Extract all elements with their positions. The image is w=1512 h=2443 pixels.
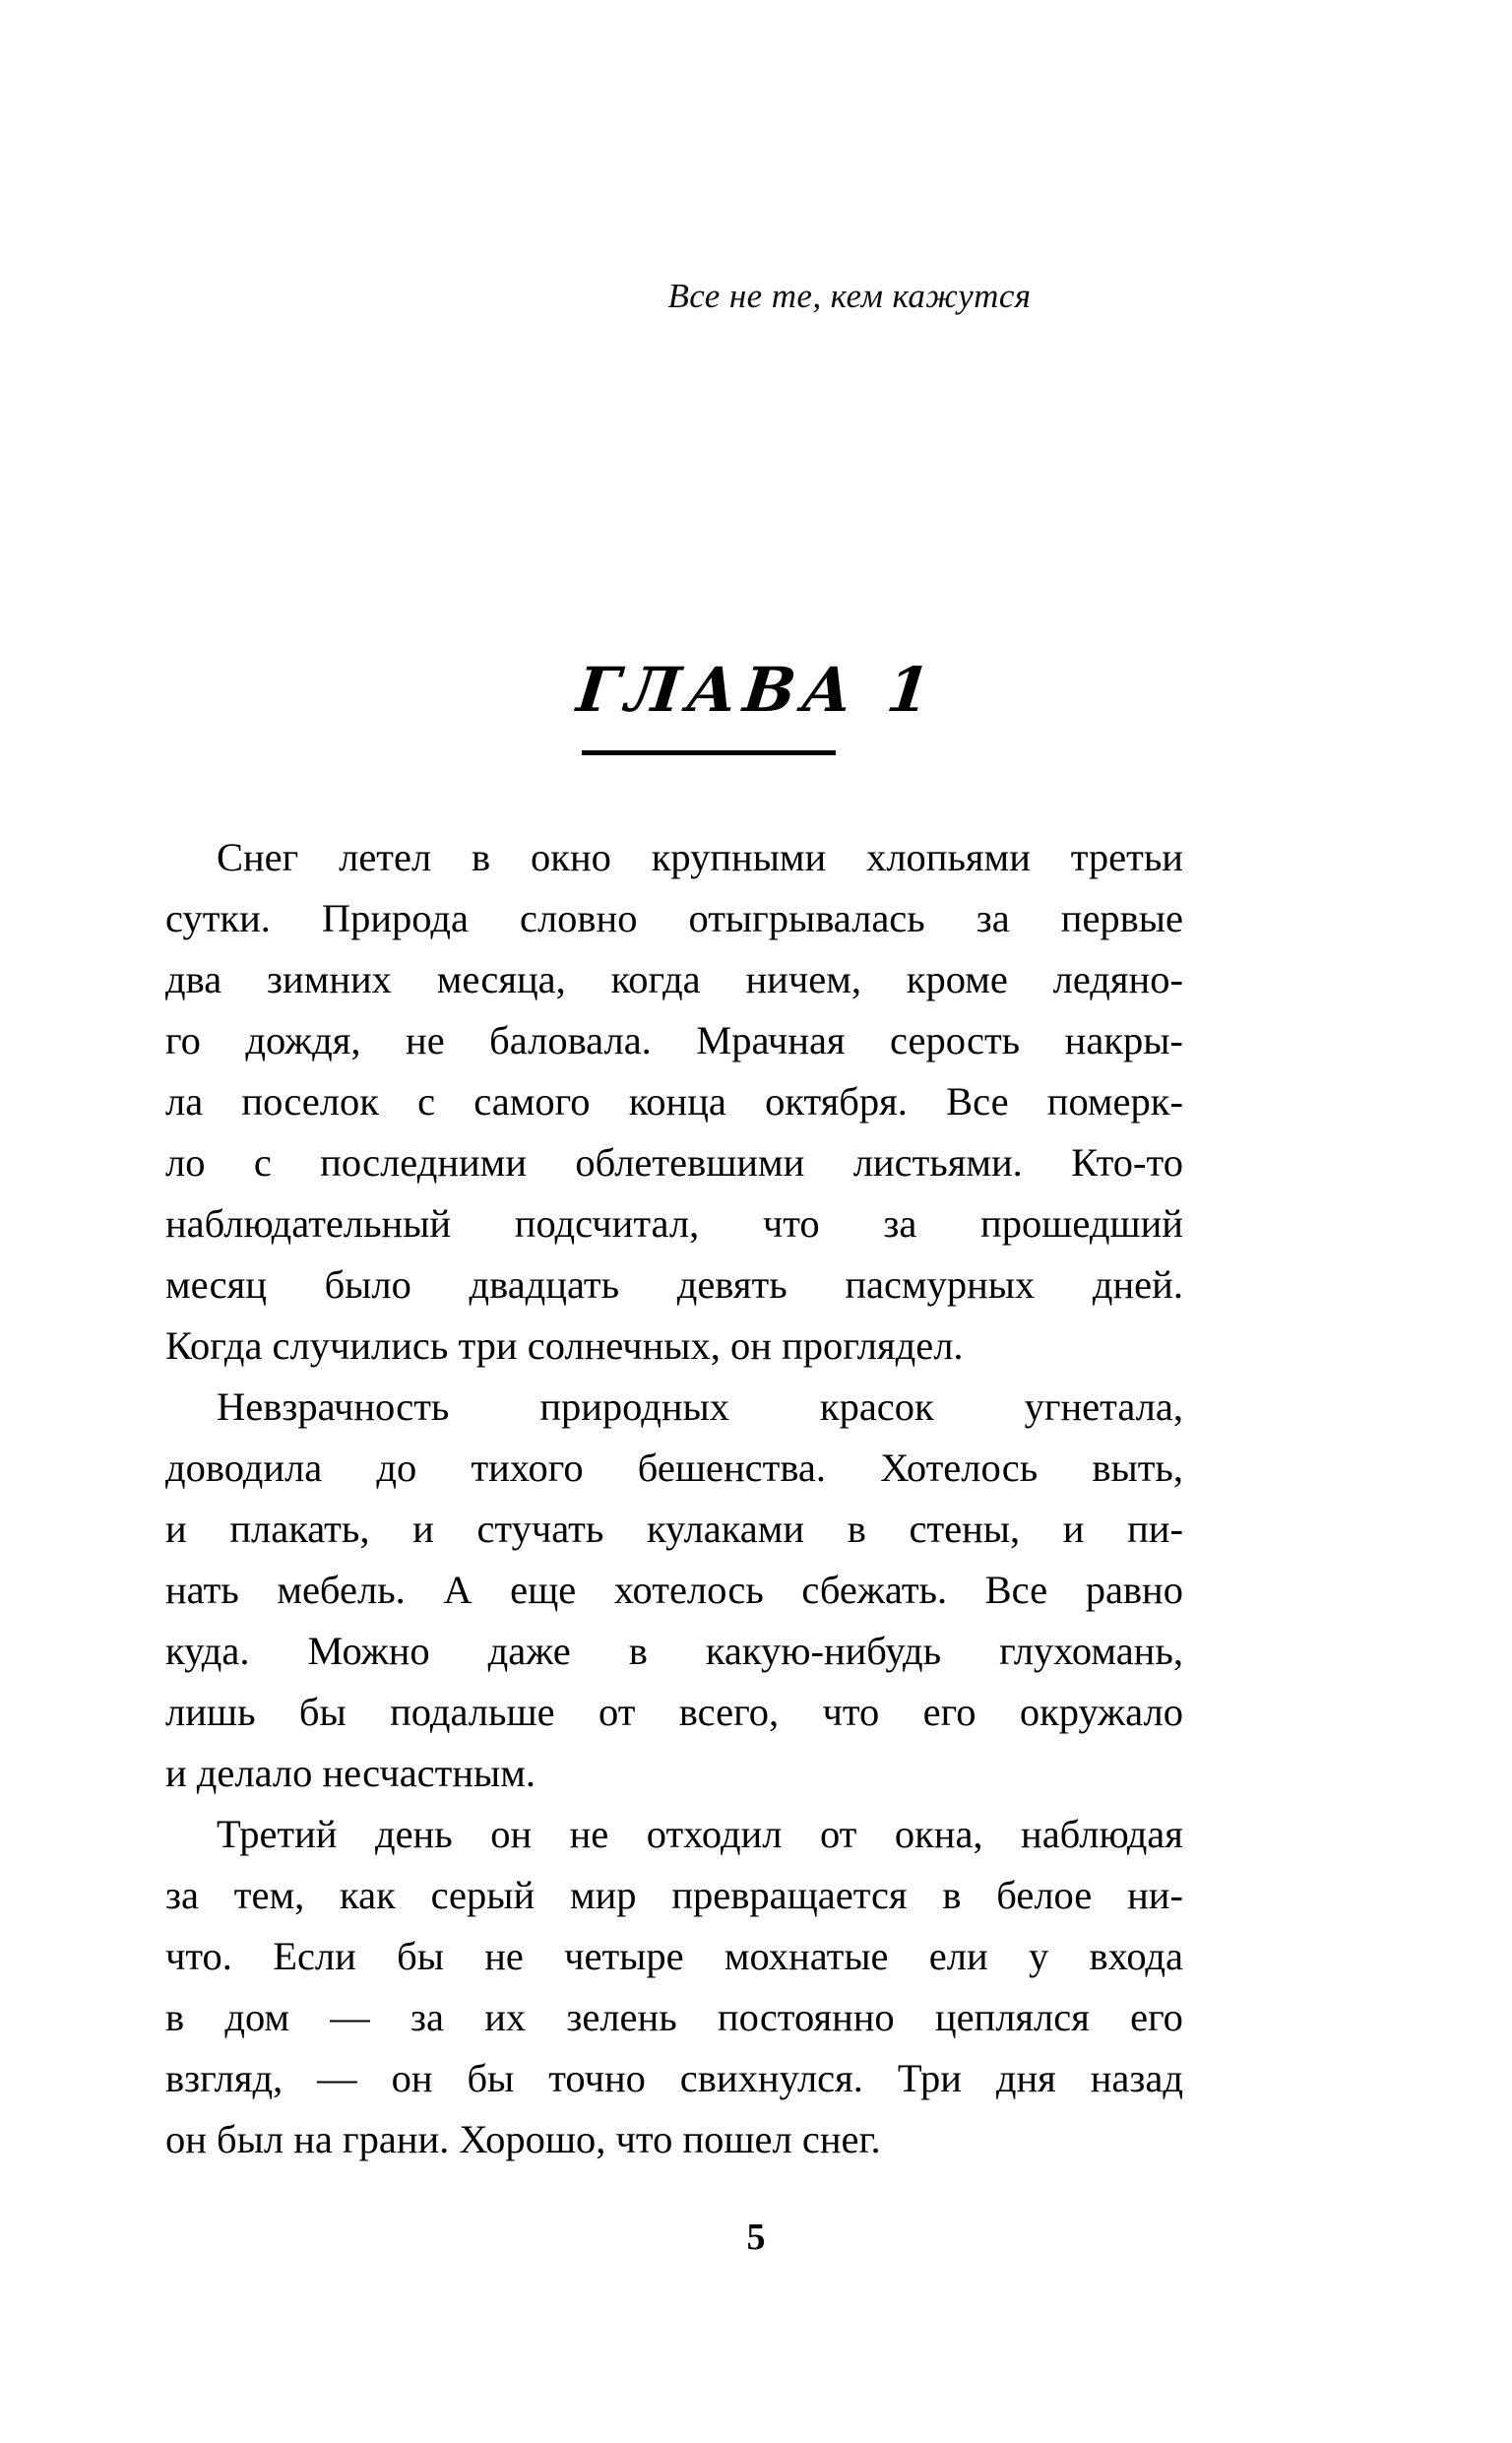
text-line: Третий день он не отходил от окна, наблюдая bbox=[217, 1812, 1183, 1856]
text-line: в дом — за их зелень постоянно цеплялся его bbox=[165, 1995, 1183, 2039]
paragraph-3 bbox=[165, 1804, 1183, 2170]
text-line: нать мебель. А еще хотелось сбежать. Все равно bbox=[165, 1568, 1183, 1612]
text-line: доводила до тихого бешенства. Хотелось выть, bbox=[165, 1446, 1183, 1490]
text-line: сутки. Природа словно отыгрывалась за первые bbox=[165, 896, 1183, 940]
text-line: куда. Можно даже в какую-нибудь глухомань, bbox=[165, 1629, 1183, 1673]
text-line: лишь бы подальше от всего, что его окружало bbox=[165, 1690, 1183, 1734]
text-line: ло с последними облетевшими листьями. Кто-то bbox=[165, 1140, 1183, 1185]
text-line: два зимних месяца, когда ничем, кроме ледяно- bbox=[165, 957, 1183, 1001]
text-line: и плакать, и стучать кулаками в стены, и пи- bbox=[165, 1507, 1183, 1551]
text-line: месяц было двадцать девять пасмурных дней. bbox=[165, 1262, 1183, 1307]
text-line: ла поселок с самого конца октября. Все померк- bbox=[165, 1079, 1183, 1124]
chapter-heading-block bbox=[0, 654, 1512, 734]
page-number: 5 bbox=[746, 2217, 766, 2258]
paragraph-2 bbox=[165, 1377, 1183, 1804]
text-line: го дождя, не баловала. Мрачная серость накры- bbox=[165, 1018, 1183, 1062]
running-header: Все не те, кем кажутся bbox=[667, 277, 1032, 315]
text-line: и делало несчастным. bbox=[165, 1751, 536, 1795]
body-text-block bbox=[165, 827, 1183, 2170]
text-line: Снег летел в окно крупными хлопьями третьи bbox=[217, 835, 1183, 879]
text-line: Невзрачность природных красок угнетала, bbox=[217, 1384, 1183, 1429]
paragraph-1 bbox=[165, 827, 1183, 1377]
text-line: что. Если бы не четыре мохнатые ели у входа bbox=[165, 1934, 1183, 1978]
text-line: наблюдательный подсчитал, что за прошедший bbox=[165, 1201, 1183, 1246]
text-line: взгляд, — он бы точно свихнулся. Три дня назад bbox=[165, 2056, 1183, 2100]
chapter-title: ГЛАВА 1 bbox=[573, 654, 940, 726]
text-line: Когда случились три солнечных, он проглядел. bbox=[165, 1323, 964, 1368]
text-line: он был на грани. Хорошо, что пошел снег. bbox=[165, 2117, 881, 2161]
text-line: за тем, как серый мир превращается в белое ни- bbox=[165, 1873, 1183, 1917]
chapter-underline-rule bbox=[582, 750, 836, 755]
